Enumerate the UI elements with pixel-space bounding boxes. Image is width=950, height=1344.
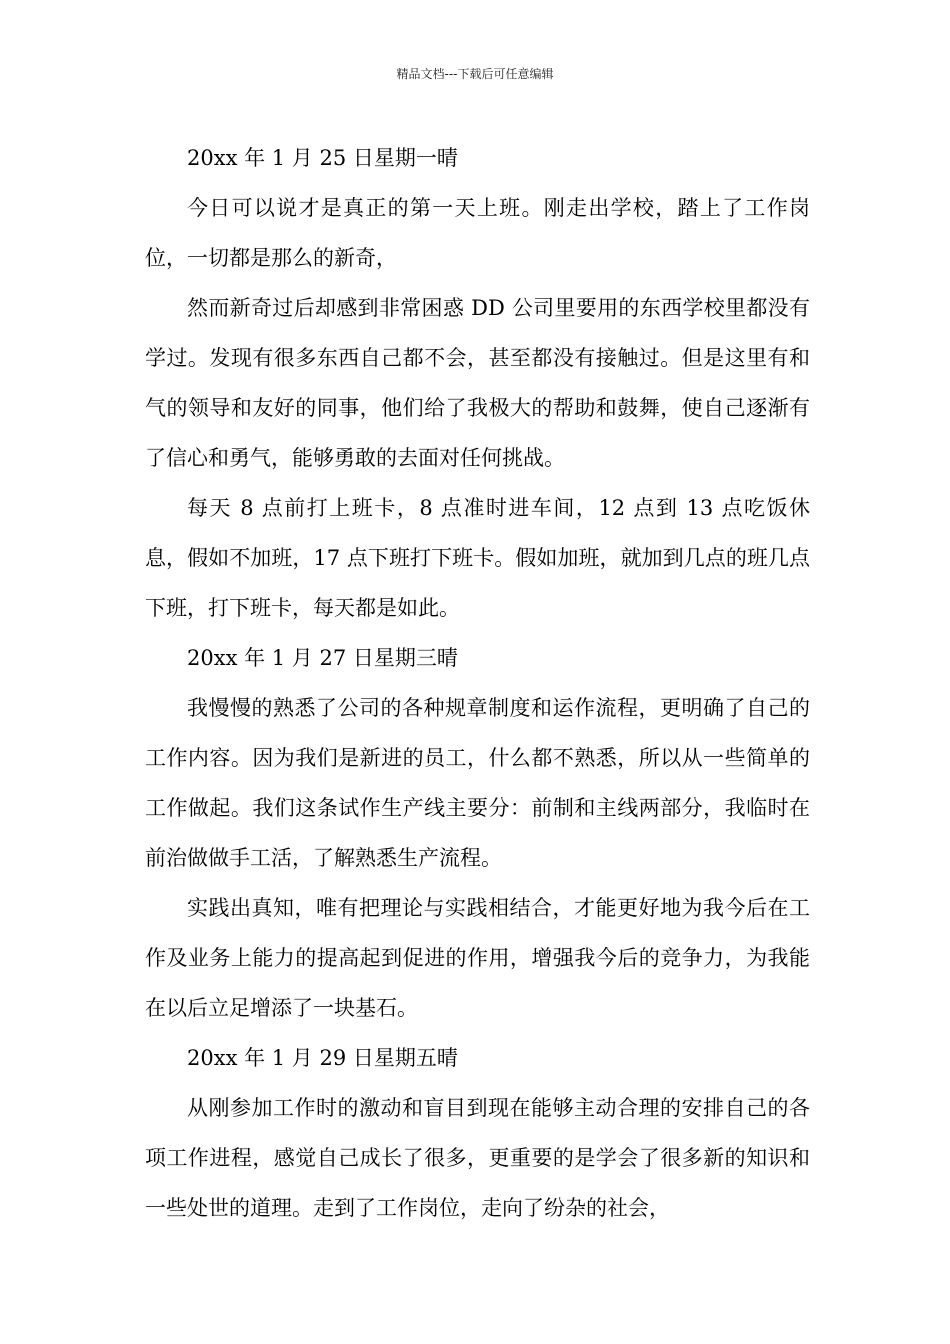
- paragraph: 从刚参加工作时的激动和盲目到现在能够主动合理的安排自己的各项工作进程，感觉自己成长了很多，更重要的是学会了很多新的知识和一些处世的道理。走到了工作岗位，走向了纷杂的社会，: [145, 1096, 810, 1220]
- entry-date: 20xx 年 1 月 25 日星期一晴: [187, 146, 458, 170]
- paragraph: 然而新奇过后却感到非常困惑 DD 公司里要用的东西学校里都没有学过。发现有很多东西自己都不会，甚至都没有接触过。但是这里有和气的领导和友好的同事，他们给了我极大的帮助和鼓舞，使自己逐渐有了信心和勇气，能够勇敢的去面对任何挑战。: [145, 296, 810, 470]
- paragraph: 实践出真知，唯有把理论与实践相结合，才能更好地为我今后在工作及业务上能力的提高起到促进的作用，增强我今后的竞争力，为我能在以后立足增添了一块基石。: [145, 896, 810, 1020]
- page-header: 精品文档---下载后可任意编辑: [396, 67, 554, 81]
- paragraph: 我慢慢的熟悉了公司的各种规章制度和运作流程，更明确了自己的工作内容。因为我们是新进的员工，什么都不熟悉，所以从一些简单的工作做起。我们这条试作生产线主要分：前制和主线两部分，我临时在前治做做手工活，了解熟悉生产流程。: [145, 696, 810, 870]
- entry-date: 20xx 年 1 月 29 日星期五晴: [187, 1046, 458, 1070]
- entry-date: 20xx 年 1 月 27 日星期三晴: [187, 646, 458, 670]
- document-body: [145, 133, 810, 1233]
- paragraph: 每天 8 点前打上班卡，8 点准时进车间，12 点到 13 点吃饭休息，假如不加班，17 点下班打下班卡。假如加班，就加到几点的班几点下班，打下班卡，每天都是如此。: [145, 496, 810, 620]
- paragraph: 今日可以说才是真正的第一天上班。刚走出学校，踏上了工作岗位，一切都是那么的新奇，: [145, 196, 810, 270]
